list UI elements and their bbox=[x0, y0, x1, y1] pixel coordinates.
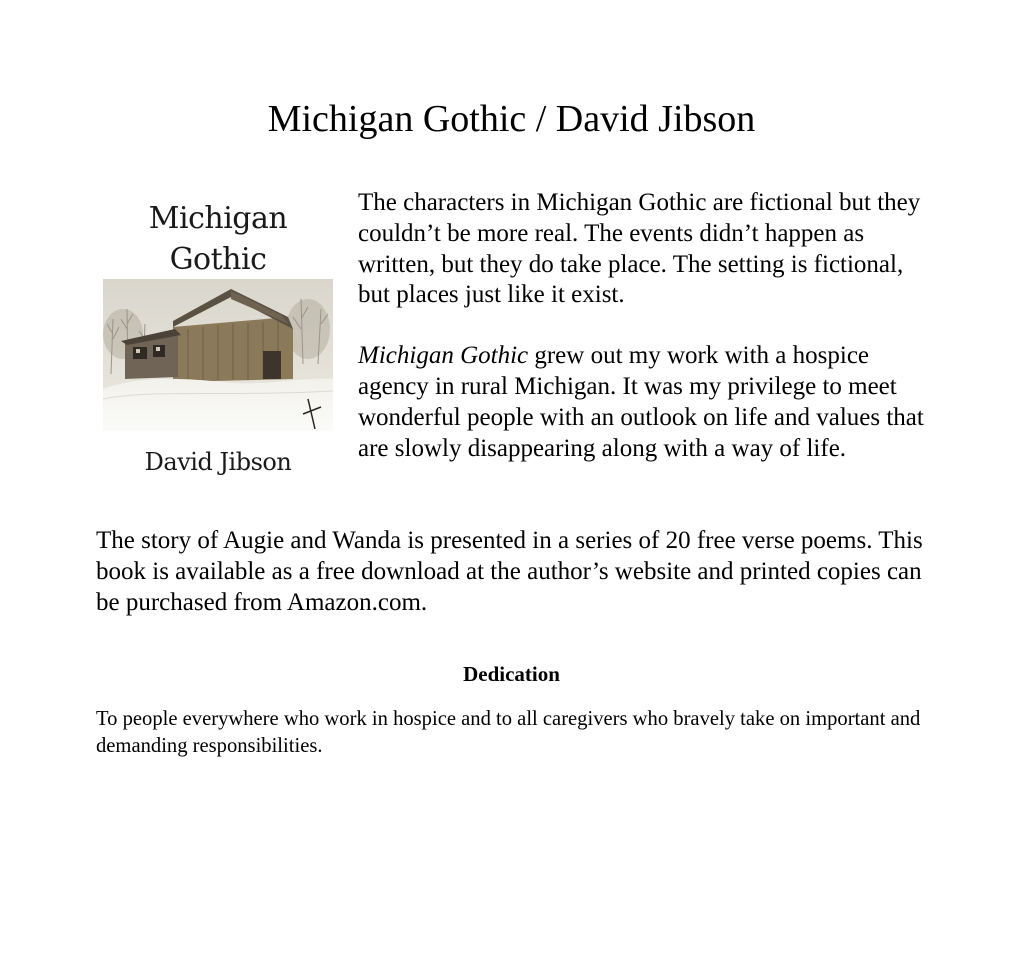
book-cover bbox=[103, 196, 333, 486]
dedication-text: To people everywhere who work in hospice and to all caregivers who bravely take on important and demanding responsibilities. bbox=[96, 708, 921, 757]
page-title: Michigan Gothic / David Jibson bbox=[267, 98, 756, 140]
cover-title-line2: Gothic bbox=[169, 242, 267, 277]
dedication-heading: Dedication bbox=[463, 662, 560, 686]
intro-paragraph-1: The characters in Michigan Gothic are fictional but they couldn’t be more real. The events didn’t happen as written, but they do take place. The setting is fictional, but places just like it exist. bbox=[358, 189, 921, 309]
cover-author: David Jibson bbox=[144, 448, 292, 476]
intro-paragraph-2-rest: grew out my work with a hospice agency in rural Michigan. It was my privilege to meet wonderful people with an outlook on life and values that are slowly disappearing along with a way of life. bbox=[358, 342, 924, 462]
book-title-italic: Michigan Gothic bbox=[358, 342, 529, 370]
intro-paragraph-2 bbox=[358, 341, 938, 464]
intro-text bbox=[358, 188, 938, 494]
cover-title-line1: Michigan bbox=[148, 201, 288, 236]
cover-barn-illustration bbox=[103, 279, 333, 431]
cover-title bbox=[103, 198, 333, 280]
story-paragraph: The story of Augie and Wanda is presented in a series of 20 free verse poems. This book is available as a free download at the author’s website and printed copies can be purchased from Amazon.com. bbox=[96, 527, 923, 616]
